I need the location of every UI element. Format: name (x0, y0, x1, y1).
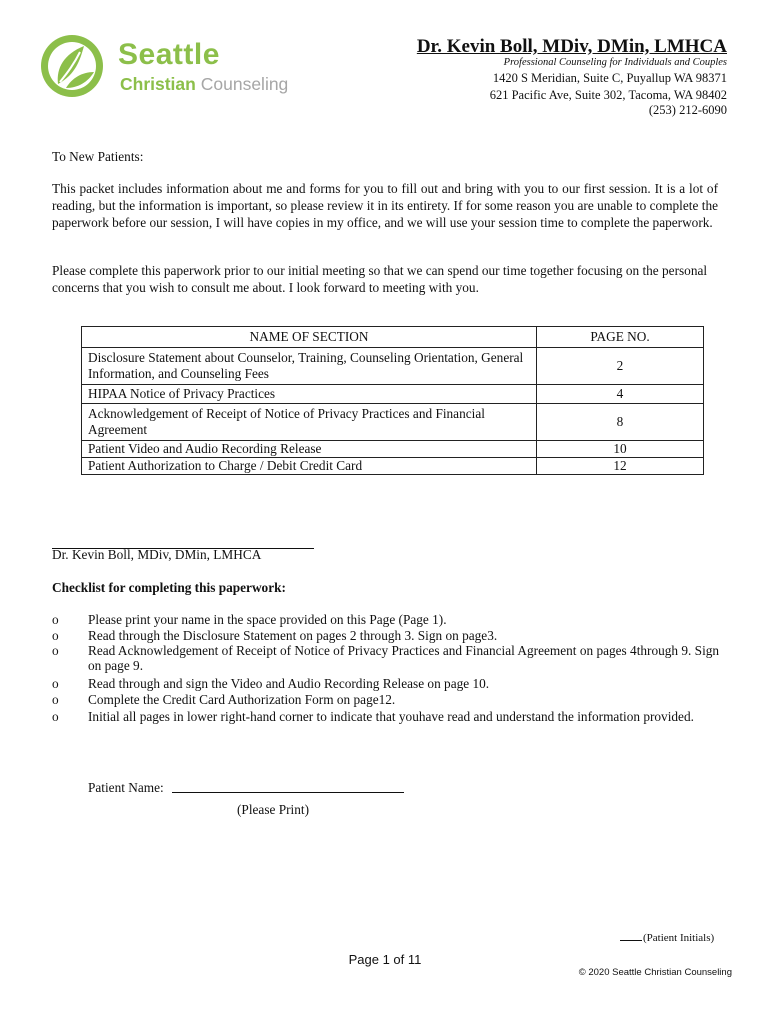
column-header-section: NAME OF SECTION (82, 327, 537, 348)
intro-paragraph: This packet includes information about me and forms for you to fill out and bring with you to our first session. It is a lot of reading, but the information is important, so please review it in its entirety. If for some reason you are unable to complete the paperwork before our session, I will have copies in my office, and we will use your session time to complete the paperwork. (52, 181, 718, 230)
patient-name-label: Patient Name: (88, 780, 164, 795)
table-row (82, 404, 704, 441)
checklist-item: Read through and sign the Video and Audio Recording Release on page 10. (88, 676, 490, 691)
section-name: Disclosure Statement about Counselor, Training, Counseling Orientation, General Information, and Counseling Fees (82, 348, 537, 385)
patient-name-field[interactable] (172, 792, 404, 793)
initials-label: (Patient Initials) (643, 932, 715, 944)
signature-name: Dr. Kevin Boll, MDiv, DMin, LMHCA (52, 547, 262, 562)
bullet-icon: o (52, 643, 59, 658)
table-row (82, 458, 704, 475)
bullet-icon: o (52, 676, 59, 691)
checklist-item: Read Acknowledgement of Receipt of Notice of Privacy Practices and Financial Agreement on pages 4through 9. Sign on page 9. (88, 643, 720, 673)
bullet-icon: o (52, 709, 59, 724)
table-row (82, 348, 704, 385)
checklist-item: Read through the Disclosure Statement on pages 2 through 3. Sign on page3. (88, 628, 498, 643)
checklist-item: Complete the Credit Card Authorization Form on page12. (88, 692, 396, 707)
logo-counseling: Counseling (200, 74, 289, 94)
section-page: 12 (537, 458, 704, 475)
logo-wordmark-seattle: Seattle (118, 38, 220, 71)
patient-initials-field[interactable] (620, 932, 714, 944)
bullet-icon: o (52, 692, 59, 707)
checklist-item: Initial all pages in lower right-hand corner to indicate that youhave read and understand the information provided. (88, 709, 694, 724)
section-name: HIPAA Notice of Privacy Practices (82, 385, 537, 404)
section-name: Patient Video and Audio Recording Release (82, 441, 537, 458)
column-header-page: PAGE NO. (537, 327, 704, 348)
logo-christian: Christian (120, 74, 196, 94)
doctor-name-heading: Dr. Kevin Boll, MDiv, DMin, LMHCA (416, 36, 727, 57)
please-print-note: (Please Print) (237, 802, 310, 817)
section-page: 4 (537, 385, 704, 404)
sections-table (81, 326, 704, 475)
checklist-heading: Checklist for completing this paperwork: (52, 580, 286, 595)
logo-wordmark-christian-counseling (120, 74, 288, 95)
bullet-icon: o (52, 628, 59, 643)
copyright-notice: © 2020 Seattle Christian Counseling (578, 967, 732, 978)
address-tacoma: 621 Pacific Ave, Suite 302, Tacoma, WA 98402 (489, 88, 727, 102)
checklist-item: Please print your name in the space provided on this Page (Page 1). (88, 612, 447, 627)
greeting: To New Patients: (52, 149, 144, 164)
section-page: 10 (537, 441, 704, 458)
bullet-icon: o (52, 612, 59, 627)
table-row (82, 385, 704, 404)
instructions-paragraph: Please complete this paperwork prior to our initial meeting so that we can spend our time together focusing on the personal concerns that you wish to consult me about. I look forward to meeting with you. (52, 263, 708, 295)
table-row (82, 441, 704, 458)
section-name: Acknowledgement of Receipt of Notice of Privacy Practices and Financial Agreement (82, 404, 537, 441)
section-name: Patient Authorization to Charge / Debit Credit Card (82, 458, 537, 475)
phone-number: (253) 212-6090 (648, 103, 727, 117)
section-page: 2 (537, 348, 704, 385)
address-puyallup: 1420 S Meridian, Suite C, Puyallup WA 98371 (492, 71, 727, 85)
section-page: 8 (537, 404, 704, 441)
table-header-row (82, 327, 704, 348)
page-number: Page 1 of 11 (348, 952, 422, 967)
practice-tagline: Professional Counseling for Individuals and Couples (503, 57, 727, 68)
initials-line[interactable] (620, 940, 642, 941)
